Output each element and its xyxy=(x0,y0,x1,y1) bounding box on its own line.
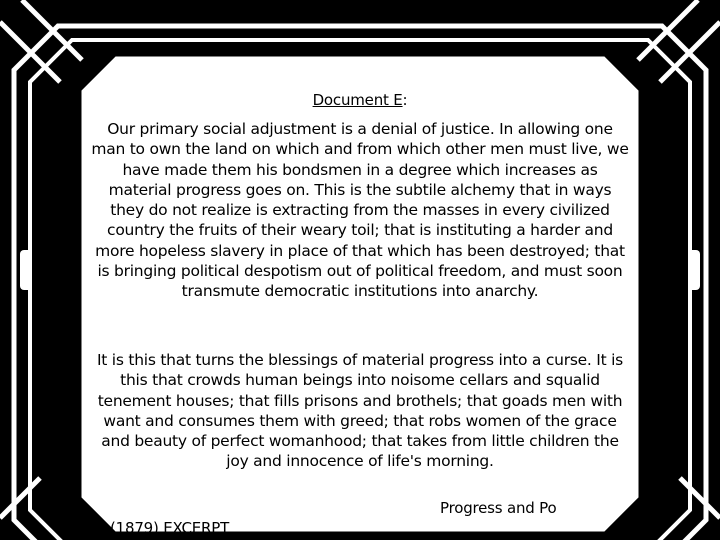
paragraph-2: It is this that turns the blessings of material progress into a curse. It is this that crowds human beings into noisome cellars and squalid tenement houses; that fills prisons and brothels; that goads men with want and consumes them with greed; that robs women of the grace and beauty of perfect womanhood; that takes from little children the joy and innocence of life's morning. xyxy=(96,351,623,471)
citation-title-fragment: Progress and Po xyxy=(440,499,557,517)
citation-year-fragment: (1879) EXCERPT xyxy=(110,519,230,537)
paragraph-1: Our primary social adjustment is a denial of justice. In allowing one man to own the land on which and from which other men must live, we have made them his bondsmen in a degree which increases as material progress goes on. This is the subtile alchemy that in ways they do not realize is extracting from the masses in every civilized country the fruits of their weary toil; that is instituting a harder and more hopeless slavery in place of that which has been destroyed; that is bringing political despotism out of political freedom, and must soon transmute democratic institutions into anarchy. xyxy=(91,120,629,301)
document-title-colon: : xyxy=(402,91,408,109)
document-title-label: Document E xyxy=(312,91,403,109)
document-title xyxy=(0,90,720,110)
